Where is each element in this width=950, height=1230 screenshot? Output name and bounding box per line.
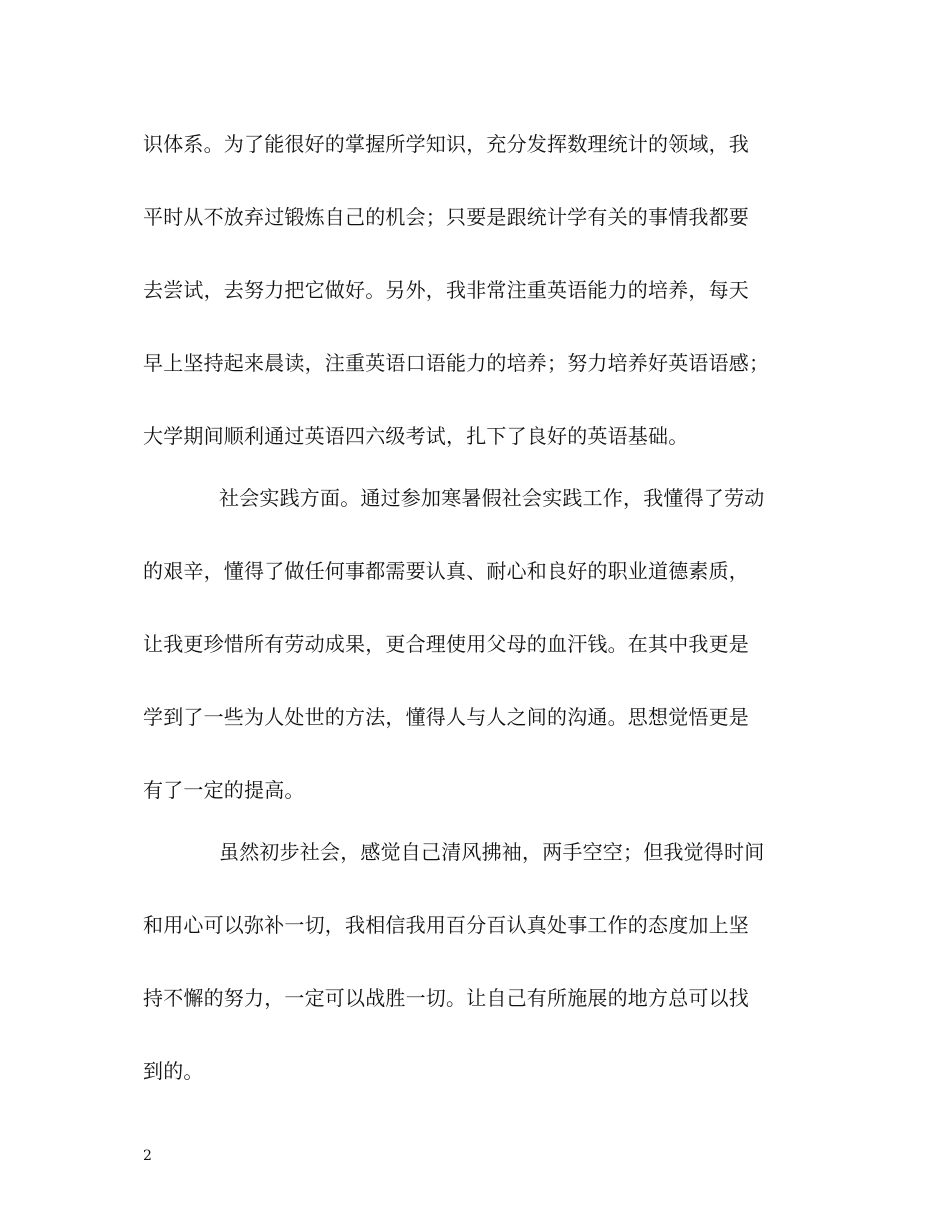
text-line: 平时从不放弃过锻炼自己的机会；只要是跟统计学有关的事情我都要 [143, 205, 749, 229]
paragraph-first-line: 社会实践方面。通过参加寒暑假社会实践工作，我懂得了劳动 [219, 486, 765, 510]
text-line: 识体系。为了能很好的掌握所学知识，充分发挥数理统计的领域，我 [143, 132, 749, 156]
text-line: 持不懈的努力，一定可以战胜一切。让自己有所施展的地方总可以找 [143, 986, 749, 1010]
text-line: 让我更珍惜所有劳动成果，更合理使用父母的血汗钱。在其中我更是 [143, 632, 749, 656]
text-line: 到的。 [143, 1059, 204, 1083]
text-line: 的艰辛，懂得了做任何事都需要认真、耐心和良好的职业道德素质， [143, 559, 749, 583]
text-line: 早上坚持起来晨读，注重英语口语能力的培养；努力培养好英语语感； [143, 351, 770, 375]
page-number: 2 [143, 1148, 152, 1164]
text-line: 有了一定的提高。 [143, 778, 305, 802]
text-line: 和用心可以弥补一切，我相信我用百分百认真处事工作的态度加上坚 [143, 913, 749, 937]
text-line: 学到了一些为人处世的方法，懂得人与人之间的沟通。思想觉悟更是 [143, 705, 749, 729]
text-line: 大学期间顺利通过英语四六级考试，扎下了良好的英语基础。 [143, 424, 689, 448]
text-line: 去尝试，去努力把它做好。另外，我非常注重英语能力的培养，每天 [143, 278, 749, 302]
paragraph-first-line: 虽然初步社会，感觉自己清风拂袖，两手空空；但我觉得时间 [219, 840, 765, 864]
